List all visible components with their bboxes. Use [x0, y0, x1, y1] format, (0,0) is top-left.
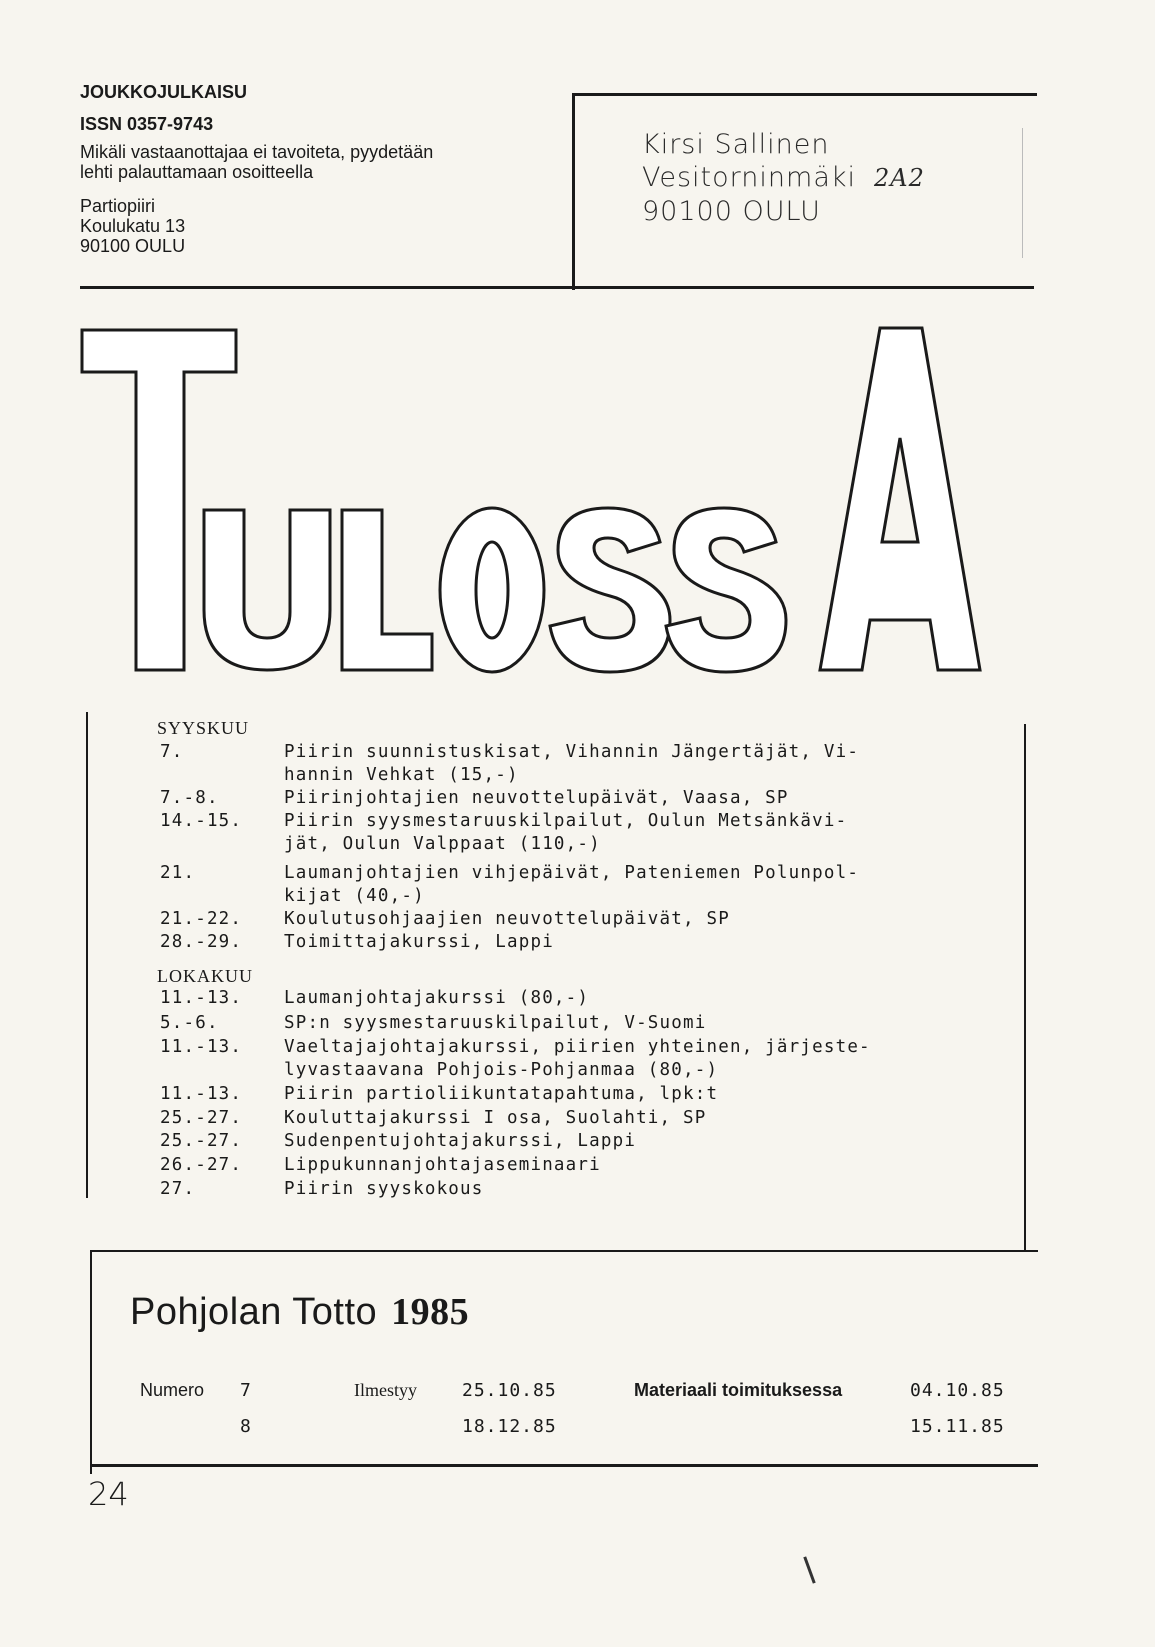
event-row: 25.-27. Kouluttajakurssi I osa, Suolahti, SP — [160, 1108, 707, 1128]
number-label: Numero — [140, 1380, 205, 1400]
published-label: Ilmestyy — [354, 1380, 417, 1400]
page-number: 24 — [88, 1475, 129, 1513]
logo-letter-a — [820, 328, 980, 670]
published-date: 18.12.85 — [462, 1416, 557, 1437]
publication-title: Pohjolan Totto 1985 — [130, 1291, 470, 1333]
handwritten-apartment: 2A2 — [874, 164, 925, 192]
event-continuation: hannin Vehkat (15,-) — [284, 765, 519, 785]
event-row: 7. Piirin suunnistuskisat, Vihannin Jängertäjät, Vi- — [160, 742, 860, 762]
issn: ISSN 0357-9743 — [80, 114, 214, 134]
month-heading: SYYSKUU — [157, 718, 250, 738]
event-row: 21. Laumanjohtajien vihjepäivät, Pateniemen Polunpol- — [160, 863, 860, 883]
return-notice-line-2: lehti palauttamaan osoitteella — [80, 162, 314, 182]
logo-letter-s-2 — [666, 508, 786, 672]
logo-letter-l — [342, 510, 432, 670]
series-label: JOUKKOJULKAISU — [80, 82, 248, 102]
published-date: 25.10.85 — [462, 1380, 557, 1401]
logo-letter-s-1 — [550, 508, 670, 672]
deadline-date: 15.11.85 — [910, 1416, 1005, 1437]
header-rule — [80, 286, 1034, 289]
pen-mark — [803, 1556, 815, 1583]
tulossa-logo — [80, 320, 1020, 680]
event-row: 7.-8. Piirinjohtajien neuvottelupäivät, Vaasa, SP — [160, 788, 789, 808]
event-row: 11.-13. Laumanjohtajakurssi (80,-) — [160, 988, 590, 1008]
issue-number: 7 — [240, 1380, 252, 1401]
address-label — [642, 128, 1023, 258]
month-heading: LOKAKUU — [157, 966, 253, 986]
event-continuation: jät, Oulun Valppaat (110,-) — [284, 834, 601, 854]
event-row: 27. Piirin syyskokous — [160, 1179, 484, 1199]
event-row: 21.-22. Koulutusohjaajien neuvottelupäivät, SP — [160, 909, 730, 929]
sender-name: Partiopiiri — [80, 196, 156, 216]
publication-box — [90, 1250, 1038, 1467]
logo-letter-u — [204, 510, 330, 670]
deadline-date: 04.10.85 — [910, 1380, 1005, 1401]
publication-box-left-rule — [90, 1252, 92, 1474]
logo-letter-o — [440, 508, 544, 672]
event-row: 11.-13. Vaeltajajohtajakurssi, piirien yhteinen, järjeste- — [160, 1037, 871, 1057]
recipient-city: 90100 OULU — [642, 196, 821, 227]
sender-street: Koulukatu 13 — [80, 216, 186, 236]
return-notice-line-1: Mikäli vastaanottajaa ei tavoiteta, pyydetään — [80, 142, 434, 162]
recipient-street: Vesitorninmäki — [642, 162, 856, 193]
event-row: 25.-27. Sudenpentujohtajakurssi, Lappi — [160, 1131, 637, 1151]
event-continuation: kijat (40,-) — [284, 886, 425, 906]
sender-block — [80, 82, 570, 256]
event-row: 28.-29. Toimittajakurssi, Lappi — [160, 932, 554, 952]
deadline-label: Materiaali toimituksessa — [634, 1380, 843, 1400]
issue-number: 8 — [240, 1416, 252, 1437]
event-row: 11.-13. Piirin partioliikuntatapahtuma, lpk:t — [160, 1084, 719, 1104]
list-left-rule — [86, 712, 88, 1198]
event-continuation: lyvastaavana Pohjois-Pohjanmaa (80,-) — [284, 1060, 719, 1080]
event-row: 5.-6. SP:n syysmestaruuskilpailut, V-Suomi — [160, 1013, 707, 1033]
event-row: 26.-27. Lippukunnanjohtajaseminaari — [160, 1155, 601, 1175]
list-right-rule — [1024, 724, 1026, 1252]
event-row: 14.-15. Piirin syysmestaruuskilpailut, Oulun Metsänkävi- — [160, 811, 848, 831]
sender-city: 90100 OULU — [80, 236, 186, 256]
recipient-name: Kirsi Sallinen — [642, 129, 830, 160]
